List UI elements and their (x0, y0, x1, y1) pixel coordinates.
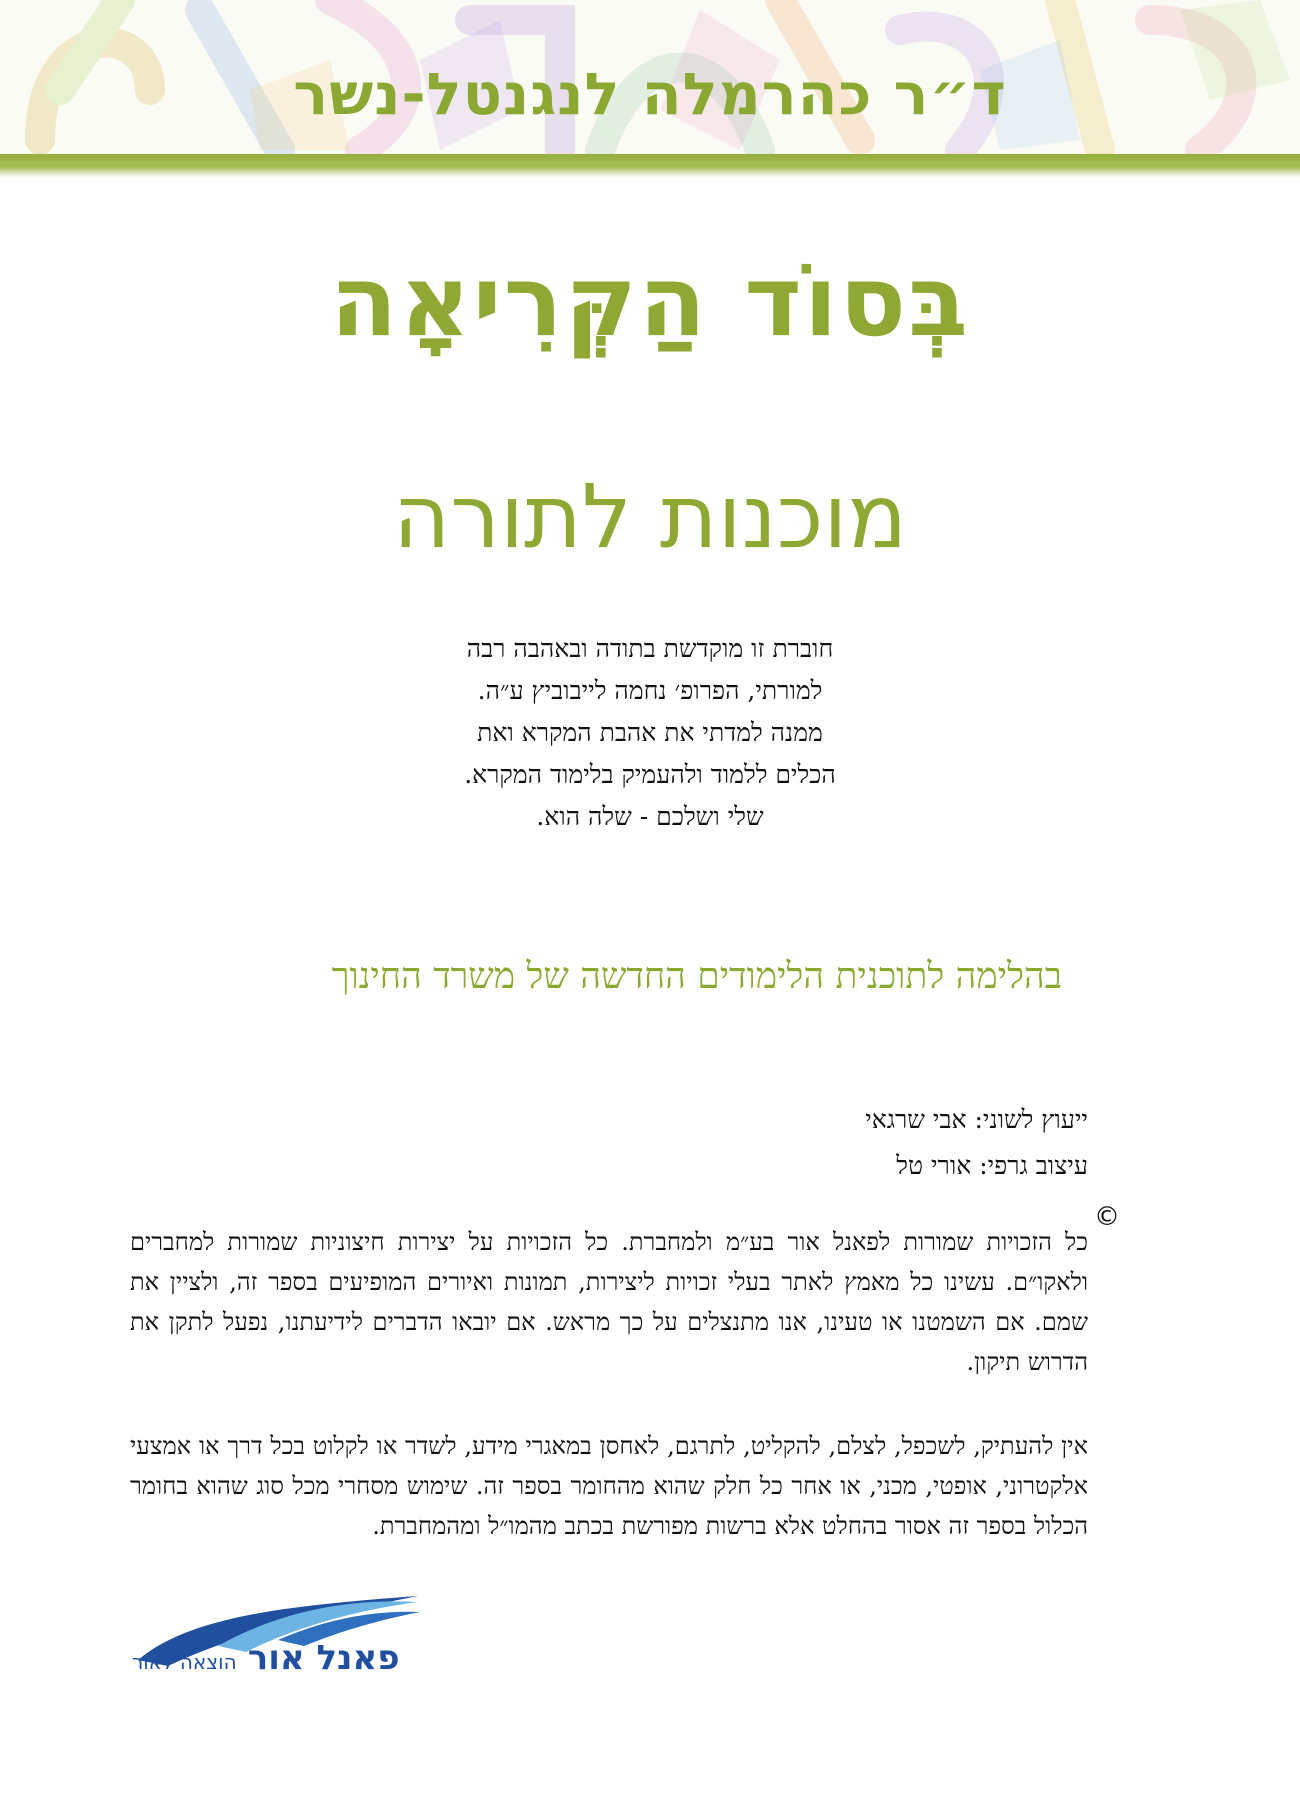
rights-paragraph: כל הזכויות שמורות לפאנל אור בע״מ ולמחברת. כל הזכויות על יצירות חיצוניות שמורות למחברים ולאקו״ם. עשינו כל מאמץ לאתר בעלי זכויות ליצירות, תמונות ואיורים המופיעים בספר זה, ולציין את שמם. אם השמטנו או טעינו, אנו מתנצלים על כך מראש. אם יובאו הדברים לידיעתנו, נפעל לתקן את הדרוש תיקון. (130, 1228, 1088, 1376)
curriculum-note: בהלימה לתוכנית הלימודים החדשה של משרד החינוך (331, 956, 1062, 997)
publisher-name: פאנל אור (247, 1638, 400, 1678)
book-subtitle: מוכנות לתורה (392, 465, 908, 568)
rights-paragraph: אין להעתיק, לשכפל, לצלם, להקליט, לתרגם, לאחסן במאגרי מידע, לשדר או לקלוט בכל דרך או אמצעי אלקטרוני, אופטי, מכני, או אחר כל חלק שהוא מהחומר בספר זה. שימוש מסחרי מכל סוג שהוא בחומר הכלול בספר זה אסור בהחלט אלא ברשות מפורשת בכתב מהמו״ל ומהמחברת. (130, 1432, 1088, 1540)
dedication-line: שלי ושלכם - שלה הוא. (536, 802, 764, 831)
dedication-line: חוברת זו מוקדשת בתודה ובאהבה רבה (466, 634, 834, 663)
author-name: ד״ר כהרמלה לנגנטל-נשר (293, 60, 1007, 128)
publisher-wordmark (132, 1638, 424, 1678)
credit-graphic-design: עיצוב גרפי: אורי טל (896, 1151, 1088, 1180)
credits (488, 1097, 1088, 1189)
copyright-icon: © (1094, 1202, 1120, 1232)
book-title: בְּסוֹד הַקְּרִיאָה (330, 245, 970, 359)
publisher-tagline: הוצאה לאור (132, 1650, 237, 1674)
decorative-banner (0, 0, 1300, 154)
dedication-line: למורתי, הפרופ׳ נחמה לייבוביץ ע״ה. (477, 676, 823, 705)
dedication-line: הכלים ללמוד ולהעמיק בלימוד המקרא. (464, 760, 836, 789)
header-divider (0, 154, 1300, 178)
credit-language-advisor: ייעוץ לשוני: אבי שרגאי (865, 1105, 1088, 1134)
dedication-line: ממנה למדתי את אהבת המקרא ואת (477, 718, 823, 747)
dedication (300, 628, 1000, 838)
